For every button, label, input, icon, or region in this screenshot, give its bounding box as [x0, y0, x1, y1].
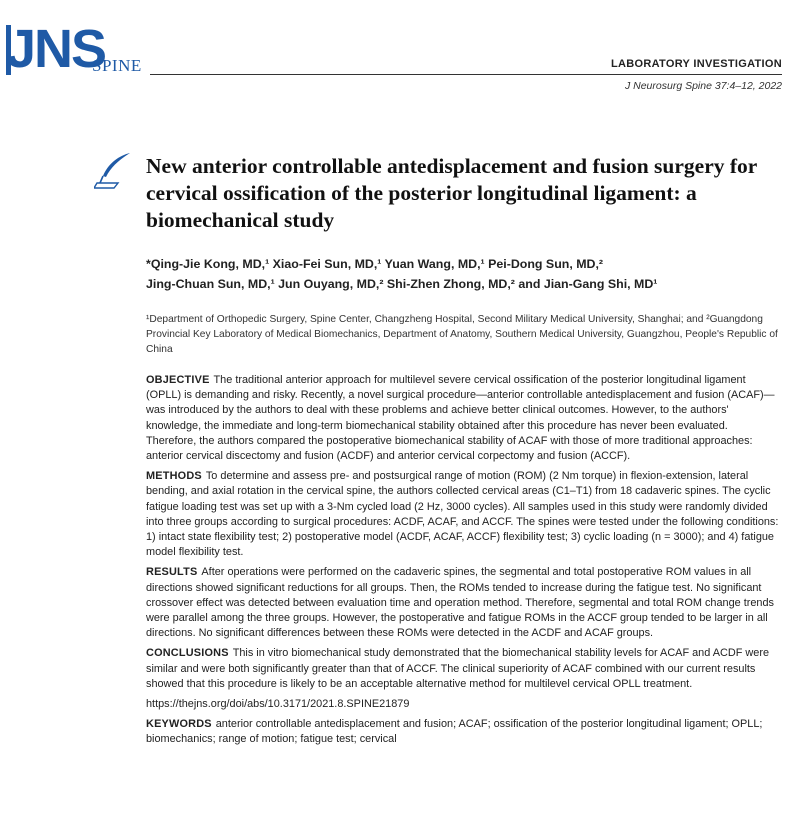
keywords-label: KEYWORDS: [146, 718, 212, 731]
affiliations: ¹Department of Orthopedic Surgery, Spine Center, Changzheng Hospital, Second Military Medical University, Shanghai; and ²Guangdong Provincial Key Laboratory of Medical Biomechanics, Department of Anatomy, Southern Medical University, Guangzhou, People's Republic of China: [146, 314, 778, 355]
citation: J Neurosurg Spine 37:4–12, 2022: [624, 80, 782, 92]
conclusions-text: This in vitro biomechanical study demonstrated that the biomechanical stability levels for ACAF and ACDF were similar and were both significantly greater than that of ACCF. The clinical superiority of ACAF combined with our current results showed that this procedure is likely to be an acceptable alternative method for multilevel cervical OPLL treatment.: [146, 647, 769, 690]
results-text: After operations were performed on the cadaveric spines, the segmental and total postoperative ROM values in all directions showed significant reductions for all groups. Then, the ROMs tended to increase during the fatigue test. No significant crossover effect was detected between evaluation time and operation method. Therefore, segmental and total ROM change trends were parallel among the three groups. However, the postoperative and fatigue ROMs in the ACCF group tended to be larger in all directions. No significant differences between these ROMs were detected in the ACDF and ACAF groups.: [146, 566, 774, 640]
author-line: Jing-Chuan Sun, MD,¹ Jun Ouyang, MD,² Shi-Zhen Zhong, MD,² and Jian-Gang Shi, MD¹: [146, 277, 658, 291]
results-label: RESULTS: [146, 566, 198, 579]
abstract-conclusions: [146, 646, 780, 692]
methods-label: METHODS: [146, 470, 202, 483]
objective-text: The traditional anterior approach for multilevel severe cervical ossification of the posterior longitudinal ligament (OPLL) is demanding and risky. Recently, a novel surgical procedure—anterior controllable antedisplacement and fusion (ACAF)—was introduced by the authors to deal with these problems and achieve better clinical outcomes. However, to the authors' knowledge, the immediate and long-term biomechanical stability obtained after this procedure has never been evaluated. Therefore, the authors compared the postoperative biomechanical stability of ACAF with those of more traditional approaches: anterior cervical discectomy and fusion (ACDF) and anterior cervical corpectomy and fusion (ACCF).: [146, 374, 775, 463]
journal-header: [0, 0, 800, 100]
abstract-objective: [146, 373, 780, 464]
abstract-results: [146, 565, 780, 641]
keywords-text: anterior controllable antedisplacement and fusion; ACAF; ossification of the posterior longitudinal ligament; OPLL; biomechanics; range of motion; fatigue test; cervical: [146, 718, 763, 746]
article-title: New anterior controllable antedisplacement and fusion surgery for cervical ossification of the posterior longitudinal ligament: a biomechanical study: [146, 154, 757, 232]
conclusions-label: CONCLUSIONS: [146, 647, 229, 660]
author-list: [146, 254, 786, 294]
abstract-keywords: [146, 717, 780, 747]
journal-logo: JNS: [6, 19, 106, 79]
quill-icon: [94, 150, 134, 190]
header-divider: [150, 74, 782, 75]
abstract-methods: [146, 469, 780, 560]
author-line: *Qing-Jie Kong, MD,¹ Xiao-Fei Sun, MD,¹ Yuan Wang, MD,¹ Pei-Dong Sun, MD,²: [146, 257, 604, 271]
article-type-label: LABORATORY INVESTIGATION: [611, 58, 782, 70]
journal-section-name: SPINE: [92, 56, 142, 75]
objective-label: OBJECTIVE: [146, 374, 210, 386]
abstract: [146, 373, 780, 753]
methods-text: To determine and assess pre- and postsurgical range of motion (ROM) (2 Nm torque) in flexion-extension, lateral bending, and axial rotation in the cervical spine, the authors collected cervical areas (C1–T1) from 18 cadaveric spines. The cyclic fatigue loading test was set up with a 3-Nm cycled load (2 Hz, 3000 cycles). All samples used in this study were randomly divided into three groups according to surgical procedures: ACDF, ACAF, and ACCF. The spines were tested under the following conditions: 1) intact state flexibility test; 2) postoperative model (ACDF, ACAF, ACCF) flexibility test; 3) cyclic loading (n = 3000); and 4) fatigue model flexibility test.: [146, 470, 779, 559]
doi-link[interactable]: https://thejns.org/doi/abs/10.3171/2021.8.SPINE21879: [146, 698, 410, 711]
